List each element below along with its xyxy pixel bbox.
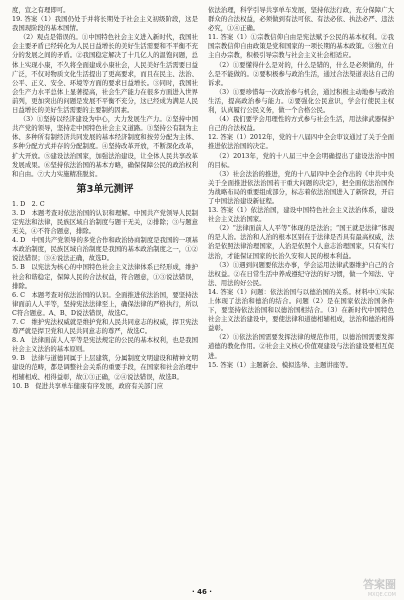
answer-11-part-3: （3）①要珍惜每一次政治参与机会，通过积极主动地参与政治生活，提高政治参与能力。②要强化公民意识，学会行使民主权利，认真履行公民义务，做一个合格公民。 (208, 87, 394, 115)
answer-13-part-2: （2）“法律面前人人平等”体现的是法治；“国王就是法律”体现的是人治。法治和人治的根本区别在于法律是否具有最高权威，法治是依照法律治理国家，人治是依照个人意志治理国家，只有实行法治，才能保证国家的长治久安和人民的根本利益。 (208, 224, 394, 260)
answer-10: 10. B 促进共享单车健康有序发展，政府有关部门应 (12, 381, 164, 390)
answer-11-part-1: 11. 答案（1）①宗教信仰自由是宪法赋予公民的基本权利。②我国宗教信仰自由政策是党和国家的一项长期的基本政策。③独立自主自办宗教，积极引导宗教与社会主义社会相适应。 (208, 33, 394, 60)
answer-15: 15. 答案（1）主题新会、模拟选举、主题讲座等。 (208, 360, 353, 369)
answer-11-part-4: （4）我们要学会用理性的方式参与社会生活，用法律武器保护自己的合法权益。 (208, 115, 394, 133)
answer-4: 4. D 中国共产党领导的多党合作和政治协商制度是我国的一项基本政治制度，民族区域自治制度是我国的基本政治制度之一，①②说法错误；③④说法正确，故选D。 (12, 236, 198, 263)
watermark-text: 答案圈 (363, 578, 396, 591)
answer-14-part-2: （2）①依法治国需要发挥法律的规范作用，以德治国需要发挥道德的教化作用。②社会主义核心价值观建设与法治建设要相互促进。 (208, 333, 394, 360)
answer-12-part-1: 12. 答案（1）2012年，党的十八届四中全会审议通过了关于全面推进依法治国的决定。 (208, 133, 394, 151)
two-column-body (12, 6, 394, 391)
watermark-logo (363, 576, 396, 598)
answer-11-part-2: （2）①要懂得什么是对的，什么是错的，什么是必须做的，什么是不能做的。②要积极参与政治生活，通过合法渠道表达自己的诉求。 (208, 60, 394, 87)
answer-13-part-3: （3）①遇到问题要依法办事，学会运用法律武器维护自己的合法权益。②在日常生活中养成遵纪守法的好习惯，做一个知法、守法、用法的好公民。 (208, 260, 394, 287)
answer-8: 8. A 法律面前人人平等是宪法规定的公民的基本权利，也是我国社会主义法治的基本原则。 (12, 336, 198, 354)
answer-9: 9. B 法律与道德同属于上层建筑，分属制度文明建设和精神文明建设的范畴，都是调整社会关系的重要手段，在国家和社会治理中相辅相成、相得益彰，故①③正确，②④说法错误，故选B。 (12, 354, 198, 381)
answer-10-cont: 依法治理，科学引导共享单车发展，坚持依法行政，充分保障广大群众的合法权益，必须做到有法可依、有法必依、执法必严、违法必究，①④正确。 (208, 6, 394, 33)
answer-14-part-1: 14. 答案（1）问题：依法治国与以德治国的关系。材料中①实际上体现了法治和德治的结合。问题（2）是在国家依法治国条件下，要坚持依法治国和以德治国相结合。（3）在新时代中国特色社会主义法治建设中，要使法律和道德相辅相成，法治和德治相得益彰。 (208, 287, 394, 333)
answer-19-part-3: （3）①坚持以经济建设为中心，大力发展生产力。②坚持中国共产党的领导，坚持走中国特色社会主义道路。③坚持公有制为主体、多种所有制经济共同发展的基本经济制度和按劳分配为主体、多种分配方式并存的分配制度。④坚持改革开放，不断深化改革，扩大开放。⑤建设法治国家，加强法治建设，让全体人民共享改革发展成果。⑥坚持依法治国的基本方略，确保保障公民的政治权利和自由。⑦大力实施精准脱贫。 (12, 115, 198, 178)
answer-19-part-2: （2）观点是错误的。①中国特色社会主义进入新时代，我国社会主要矛盾已经转化为人民日益增长的美好生活需要和不平衡不充分的发展之间的矛盾。②我国稳定解决了十几亿人的温饱问题，总体上实现小康，不久将全面建成小康社会，人民美好生活需要日益广泛，不仅对物质文化生活提出了更高要求，而且在民主、法治、公平、正义、安全、环境等方面的要求日益增长。③同时，我国社会生产力水平总体上显著提高，社会生产能力在很多方面进入世界前列，更加突出的问题是发展不平衡不充分，这已经成为满足人民日益增长的美好生活需要的主要制约因素。 (12, 33, 198, 115)
answer-5: 5. B 以宪法为核心的中国特色社会主义法律体系已经形成，维护社会和谐稳定，保障人民的合法权益，符合题意，①③说法错误，排除。 (12, 263, 198, 290)
answer-12-part-3: （3）社会法治的推进，党的十八届四中全会作出的《中共中央关于全面推进依法治国若干重大问题的决定》，把全面依法治国作为战略布局的重要组成部分，标志着依法治国进入了新阶段，开启了中国法治建设新征程。 (208, 169, 394, 205)
answer-1-2: 1. D 2. C (12, 199, 45, 208)
answer-12-part-2: （2）2013年，党的十八届三中全会明确提出了建设法治中国的目标。 (208, 151, 394, 169)
watermark-url: MXQE.COM (367, 592, 396, 598)
answer-fragment: 度，宣之有理即可。 (12, 6, 70, 14)
answer-13-part-1: 13. 答案（1）依法治国，建设中国特色社会主义法治体系，建设社会主义法治国家。 (208, 206, 394, 224)
left-column (12, 6, 198, 391)
answer-7: 7. C 维护宪法权威就是维护党和人民共同意志的权威，捍卫宪法尊严就是捍卫党和人民共同意志的尊严，故选C。 (12, 318, 198, 336)
unit-title: 第3单元测评 (76, 183, 134, 195)
answer-6: 6. C 本题考查对依法治国的认识。全面推进依法治国，要坚持法律面前人人平等，坚持宪法法律至上，确保法律的严格执行，所以C符合题意。A、B、D说法错误，故选C。 (12, 290, 198, 317)
answer-19-part-1: 19. 答案（1）我国仍处于并将长期处于社会主义初级阶段，这是我国现阶段的基本国情。 (12, 15, 198, 33)
page-number: · 46 · (192, 588, 212, 596)
answer-3: 3. D 本题考查对依法治国的认识和理解。中国共产党领导人民制定宪法和法律，民族区域自治制度与题干无关，②排除；③与题意无关，④不符合题意，排除。 (12, 208, 198, 236)
right-column (208, 6, 394, 391)
